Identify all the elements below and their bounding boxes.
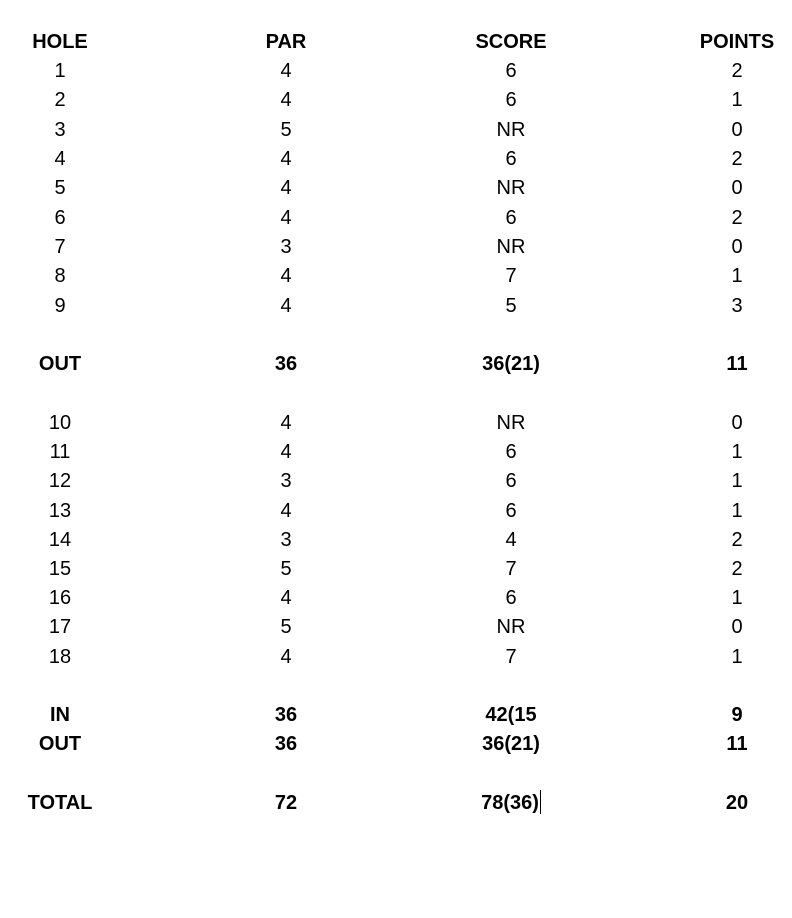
hole-score: NR bbox=[496, 236, 526, 258]
hole-par: 3 bbox=[280, 470, 292, 492]
hole-score: 4 bbox=[505, 529, 517, 551]
hole-number: 1 bbox=[54, 60, 66, 82]
hole-row bbox=[0, 57, 792, 85]
hole-score: 6 bbox=[505, 470, 517, 492]
hole-points: 1 bbox=[731, 646, 743, 668]
hole-score: 6 bbox=[505, 89, 517, 111]
hole-row bbox=[0, 233, 792, 261]
hole-number: 17 bbox=[48, 616, 72, 638]
hole-points: 1 bbox=[731, 441, 743, 463]
hole-number: 16 bbox=[48, 587, 72, 609]
out-repeat-row bbox=[0, 730, 792, 758]
hole-number: 5 bbox=[54, 177, 66, 199]
total-points: 20 bbox=[725, 792, 749, 814]
hole-score: 6 bbox=[505, 207, 517, 229]
total-score-cell[interactable] bbox=[451, 789, 571, 817]
hole-par: 4 bbox=[280, 500, 292, 522]
hole-score: NR bbox=[496, 177, 526, 199]
hole-par: 3 bbox=[280, 529, 292, 551]
hole-par: 4 bbox=[280, 89, 292, 111]
hole-score: 6 bbox=[505, 500, 517, 522]
text-cursor bbox=[540, 790, 541, 814]
header-score: SCORE bbox=[475, 31, 547, 53]
hole-row bbox=[0, 292, 792, 320]
out-summary-row bbox=[0, 350, 792, 378]
hole-row bbox=[0, 204, 792, 232]
hole-row bbox=[0, 467, 792, 495]
total-row bbox=[0, 789, 792, 817]
hole-score: NR bbox=[496, 412, 526, 434]
hole-number: 14 bbox=[48, 529, 72, 551]
hole-par: 3 bbox=[280, 236, 292, 258]
hole-row bbox=[0, 174, 792, 202]
total-score: 78(36) bbox=[481, 792, 539, 814]
hole-row bbox=[0, 116, 792, 144]
hole-points: 1 bbox=[731, 470, 743, 492]
hole-points: 0 bbox=[731, 177, 743, 199]
summary-points: 11 bbox=[726, 733, 748, 755]
hole-points: 0 bbox=[731, 412, 743, 434]
hole-score: NR bbox=[496, 616, 526, 638]
hole-row bbox=[0, 86, 792, 114]
hole-points: 1 bbox=[731, 500, 743, 522]
hole-number: 10 bbox=[48, 412, 72, 434]
header-points: POINTS bbox=[699, 31, 775, 53]
hole-par: 4 bbox=[280, 412, 292, 434]
summary-label: OUT bbox=[38, 733, 82, 755]
hole-score: 7 bbox=[505, 558, 517, 580]
hole-row bbox=[0, 262, 792, 290]
hole-points: 2 bbox=[731, 529, 743, 551]
summary-label: IN bbox=[50, 704, 70, 726]
hole-score: 6 bbox=[505, 587, 517, 609]
hole-score: 5 bbox=[505, 295, 517, 317]
hole-par: 5 bbox=[280, 119, 292, 141]
hole-number: 4 bbox=[54, 148, 66, 170]
hole-score: 6 bbox=[505, 441, 517, 463]
hole-row bbox=[0, 555, 792, 583]
hole-par: 4 bbox=[280, 295, 292, 317]
summary-points: 11 bbox=[726, 353, 748, 375]
hole-score: 6 bbox=[505, 148, 517, 170]
hole-score: 7 bbox=[505, 646, 517, 668]
hole-number: 15 bbox=[48, 558, 72, 580]
hole-row bbox=[0, 613, 792, 641]
hole-row bbox=[0, 438, 792, 466]
hole-number: 2 bbox=[54, 89, 66, 111]
hole-row bbox=[0, 643, 792, 671]
hole-score: NR bbox=[496, 119, 526, 141]
hole-par: 4 bbox=[280, 60, 292, 82]
hole-par: 5 bbox=[280, 616, 292, 638]
hole-par: 5 bbox=[280, 558, 292, 580]
hole-points: 3 bbox=[731, 295, 743, 317]
hole-par: 4 bbox=[280, 207, 292, 229]
hole-number: 13 bbox=[48, 500, 72, 522]
summary-score: 36(21) bbox=[482, 353, 540, 375]
summary-points: 9 bbox=[731, 704, 743, 726]
summary-label: OUT bbox=[38, 353, 82, 375]
hole-par: 4 bbox=[280, 177, 292, 199]
hole-points: 2 bbox=[731, 148, 743, 170]
hole-points: 1 bbox=[731, 89, 743, 111]
header-row bbox=[0, 28, 792, 56]
total-par: 72 bbox=[274, 792, 298, 814]
hole-number: 18 bbox=[48, 646, 72, 668]
hole-number: 6 bbox=[54, 207, 66, 229]
hole-score: 6 bbox=[505, 60, 517, 82]
hole-par: 4 bbox=[280, 148, 292, 170]
hole-par: 4 bbox=[280, 587, 292, 609]
hole-score: 7 bbox=[505, 265, 517, 287]
hole-number: 11 bbox=[49, 441, 71, 463]
hole-par: 4 bbox=[280, 646, 292, 668]
summary-par: 36 bbox=[274, 353, 298, 375]
hole-number: 3 bbox=[54, 119, 66, 141]
hole-number: 9 bbox=[54, 295, 66, 317]
hole-points: 1 bbox=[731, 265, 743, 287]
header-par: PAR bbox=[265, 31, 307, 53]
summary-par: 36 bbox=[274, 704, 298, 726]
hole-points: 2 bbox=[731, 60, 743, 82]
hole-par: 4 bbox=[280, 441, 292, 463]
hole-row bbox=[0, 409, 792, 437]
hole-number: 12 bbox=[48, 470, 72, 492]
hole-row bbox=[0, 584, 792, 612]
hole-points: 1 bbox=[731, 587, 743, 609]
hole-row bbox=[0, 497, 792, 525]
hole-points: 0 bbox=[731, 119, 743, 141]
total-label: TOTAL bbox=[27, 792, 93, 814]
summary-score: 42(15 bbox=[485, 704, 537, 726]
hole-par: 4 bbox=[280, 265, 292, 287]
hole-number: 8 bbox=[54, 265, 66, 287]
summary-score: 36(21) bbox=[482, 733, 540, 755]
hole-points: 2 bbox=[731, 558, 743, 580]
hole-row bbox=[0, 145, 792, 173]
in-summary-row bbox=[0, 701, 792, 729]
hole-points: 0 bbox=[731, 236, 743, 258]
hole-points: 2 bbox=[731, 207, 743, 229]
hole-number: 7 bbox=[54, 236, 66, 258]
header-hole: HOLE bbox=[32, 31, 88, 53]
hole-points: 0 bbox=[731, 616, 743, 638]
hole-row bbox=[0, 526, 792, 554]
summary-par: 36 bbox=[274, 733, 298, 755]
